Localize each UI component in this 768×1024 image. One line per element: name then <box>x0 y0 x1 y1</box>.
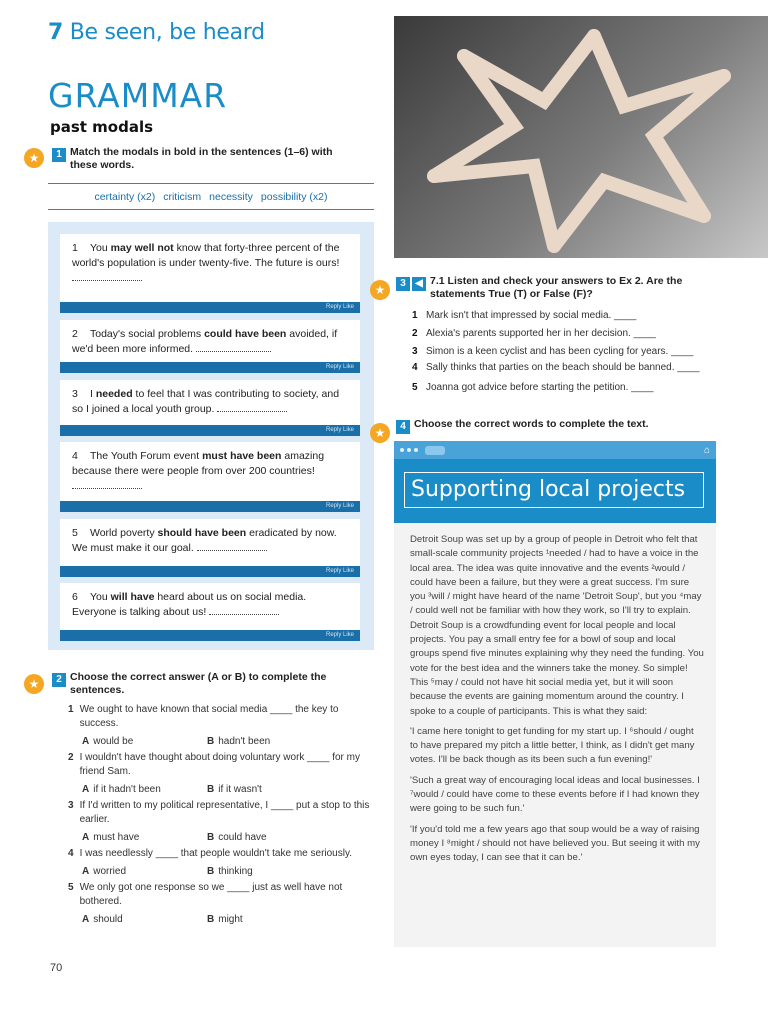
ex3-list <box>412 307 718 397</box>
browser-bar <box>394 441 716 459</box>
exercise-number: 2 <box>52 673 66 687</box>
section-title: GRAMMAR <box>48 76 228 115</box>
word-box <box>48 183 374 210</box>
audio-icon[interactable]: ◀ <box>412 277 426 291</box>
article-paragraph: 'I came here tonight to get funding for my start up. I ⁶should / ought to have prepared my pitch a little better, I think, as I didn't get many votes. I'll be back though as its been such a fun evening!' <box>410 725 695 766</box>
list-item: 1 Mark isn't that impressed by social media. ____ <box>412 310 637 321</box>
reply-like-bar: Reply Like <box>60 425 360 436</box>
web-banner <box>394 459 716 523</box>
word-item: possibility (x2) <box>260 190 328 203</box>
post-card: 5 World poverty should have been eradicated by now. We must make it our goal. Reply Like <box>60 519 360 577</box>
answer-blank[interactable] <box>217 402 287 412</box>
answer-blank[interactable] <box>196 342 271 352</box>
reply-like-bar: Reply Like <box>60 501 360 512</box>
post-card: 2 Today's social problems could have been avoided, if we'd been more informed. Reply Like <box>60 320 360 373</box>
reply-like-bar: Reply Like <box>60 566 360 577</box>
address-pill <box>425 446 445 455</box>
star-icon: ★ <box>24 674 44 694</box>
list-item: 2 Alexia's parents supported her in her decision. ____ <box>412 328 656 339</box>
word-item: criticism <box>163 190 202 203</box>
star-icon: ★ <box>370 423 390 443</box>
window-dot <box>414 448 418 452</box>
ex4-instruction: Choose the correct words to complete the text. <box>414 418 649 430</box>
article-paragraph: Detroit Soup was set up by a group of people in Detroit who felt that small-scale community projects ¹needed / had to have a voice in the local area. The idea was quite innovative and the events ²would / could have been a failure, but they were a great success. I'm sure you ³will / might have heard of the name 'Detroit Soup', but you ⁴may / could well not be familiar with how they work, so I'll try to explain. Detroit Soup is a crowdfunding event for local people and local projects. You pay a small entry fee for a bowl of soup and local groups spend five minutes explaining why they need the funding. You vote for the best idea and the winners take the money. So simple! This ⁵may / could not have hit social media yet, but it will soon because the events are gaining momentum around the country. I spoke to a couple of participants. This is what they said: <box>410 534 704 717</box>
page-number: 70 <box>50 962 63 974</box>
post-card: 3 I needed to feel that I was contributing to society, and so I joined a local youth group. Reply Like <box>60 380 360 436</box>
list-item: 5 Joanna got advice before starting the petition. ____ <box>412 382 654 393</box>
post-card: 4 The Youth Forum event must have been amazing because there were people from over 200 countries! Reply Like <box>60 442 360 512</box>
ex2-instruction: Choose the correct answer (A or B) to complete the sentences. <box>70 671 327 696</box>
window-dot <box>400 448 404 452</box>
post-card: 6 You will have heard about us on social media. Everyone is talking about us! Reply Like <box>60 583 360 641</box>
subsection-title: past modals <box>50 118 154 136</box>
reply-like-bar: Reply Like <box>60 630 360 641</box>
window-dot <box>407 448 411 452</box>
exercise-number: 1 <box>52 148 66 162</box>
web-title: Supporting local projects <box>404 472 704 508</box>
star-icon: ★ <box>370 280 390 300</box>
answer-blank[interactable] <box>209 605 279 615</box>
article-paragraph: 'If you'd told me a few years ago that soup would be a way of raising money I ⁸might / should not have believed you. But seeing it with my own eyes today, I can see that it can be.' <box>410 823 700 864</box>
article-paragraph: 'Such a great way of encouraging local ideas and local businesses. I ⁷would / could have come to these events before if I had known they were going to be such fun.' <box>410 774 700 815</box>
article-text <box>394 523 716 947</box>
unit-title: 7 Be seen, be heard <box>48 20 265 45</box>
word-item: necessity <box>209 190 253 203</box>
word-item: certainty (x2) <box>94 190 156 203</box>
social-posts-panel <box>48 222 374 650</box>
answer-blank[interactable] <box>197 541 267 551</box>
ex3-instruction: 7.1 Listen and check your answers to Ex 2. Are the statements True (T) or False (F)? <box>430 275 683 300</box>
star-icon: ★ <box>24 148 44 168</box>
ex1-instruction: Match the modals in bold in the sentences (1–6) with these words. <box>70 146 333 171</box>
answer-blank[interactable] <box>72 271 142 281</box>
exercise-number: 3 <box>396 277 410 291</box>
answer-blank[interactable] <box>72 479 142 489</box>
hands-star-photo <box>394 16 768 258</box>
home-icon: ⌂ <box>703 444 710 456</box>
ex2-list: 1 We ought to have known that social media ____ the key to success. A would be B hadn't been 2 I wouldn't have thought about doing voluntary work ____ for my friend Sam. A if it hadn't been B if it wasn't 3 If I'd written to my political representative, I ____ put a stop to this earlier. A must have B could have 4 I was needlessly ____ that people wouldn't take me seriously. A worried B thinking 5 We only got one response so we ____ just as well have not bothered. A should B might <box>68 704 370 925</box>
list-item: 3 Simon is a keen cyclist and has been cycling for years. ____ <box>412 346 694 357</box>
exercise-number: 4 <box>396 420 410 434</box>
reply-like-bar: Reply Like <box>60 302 360 313</box>
reply-like-bar: Reply Like <box>60 362 360 373</box>
post-card: 1 You may well not know that forty-three percent of the world's population is under twenty-five. The future is ours! Reply Like <box>60 234 360 313</box>
list-item: 4 Sally thinks that parties on the beach should be banned. ____ <box>412 362 700 373</box>
